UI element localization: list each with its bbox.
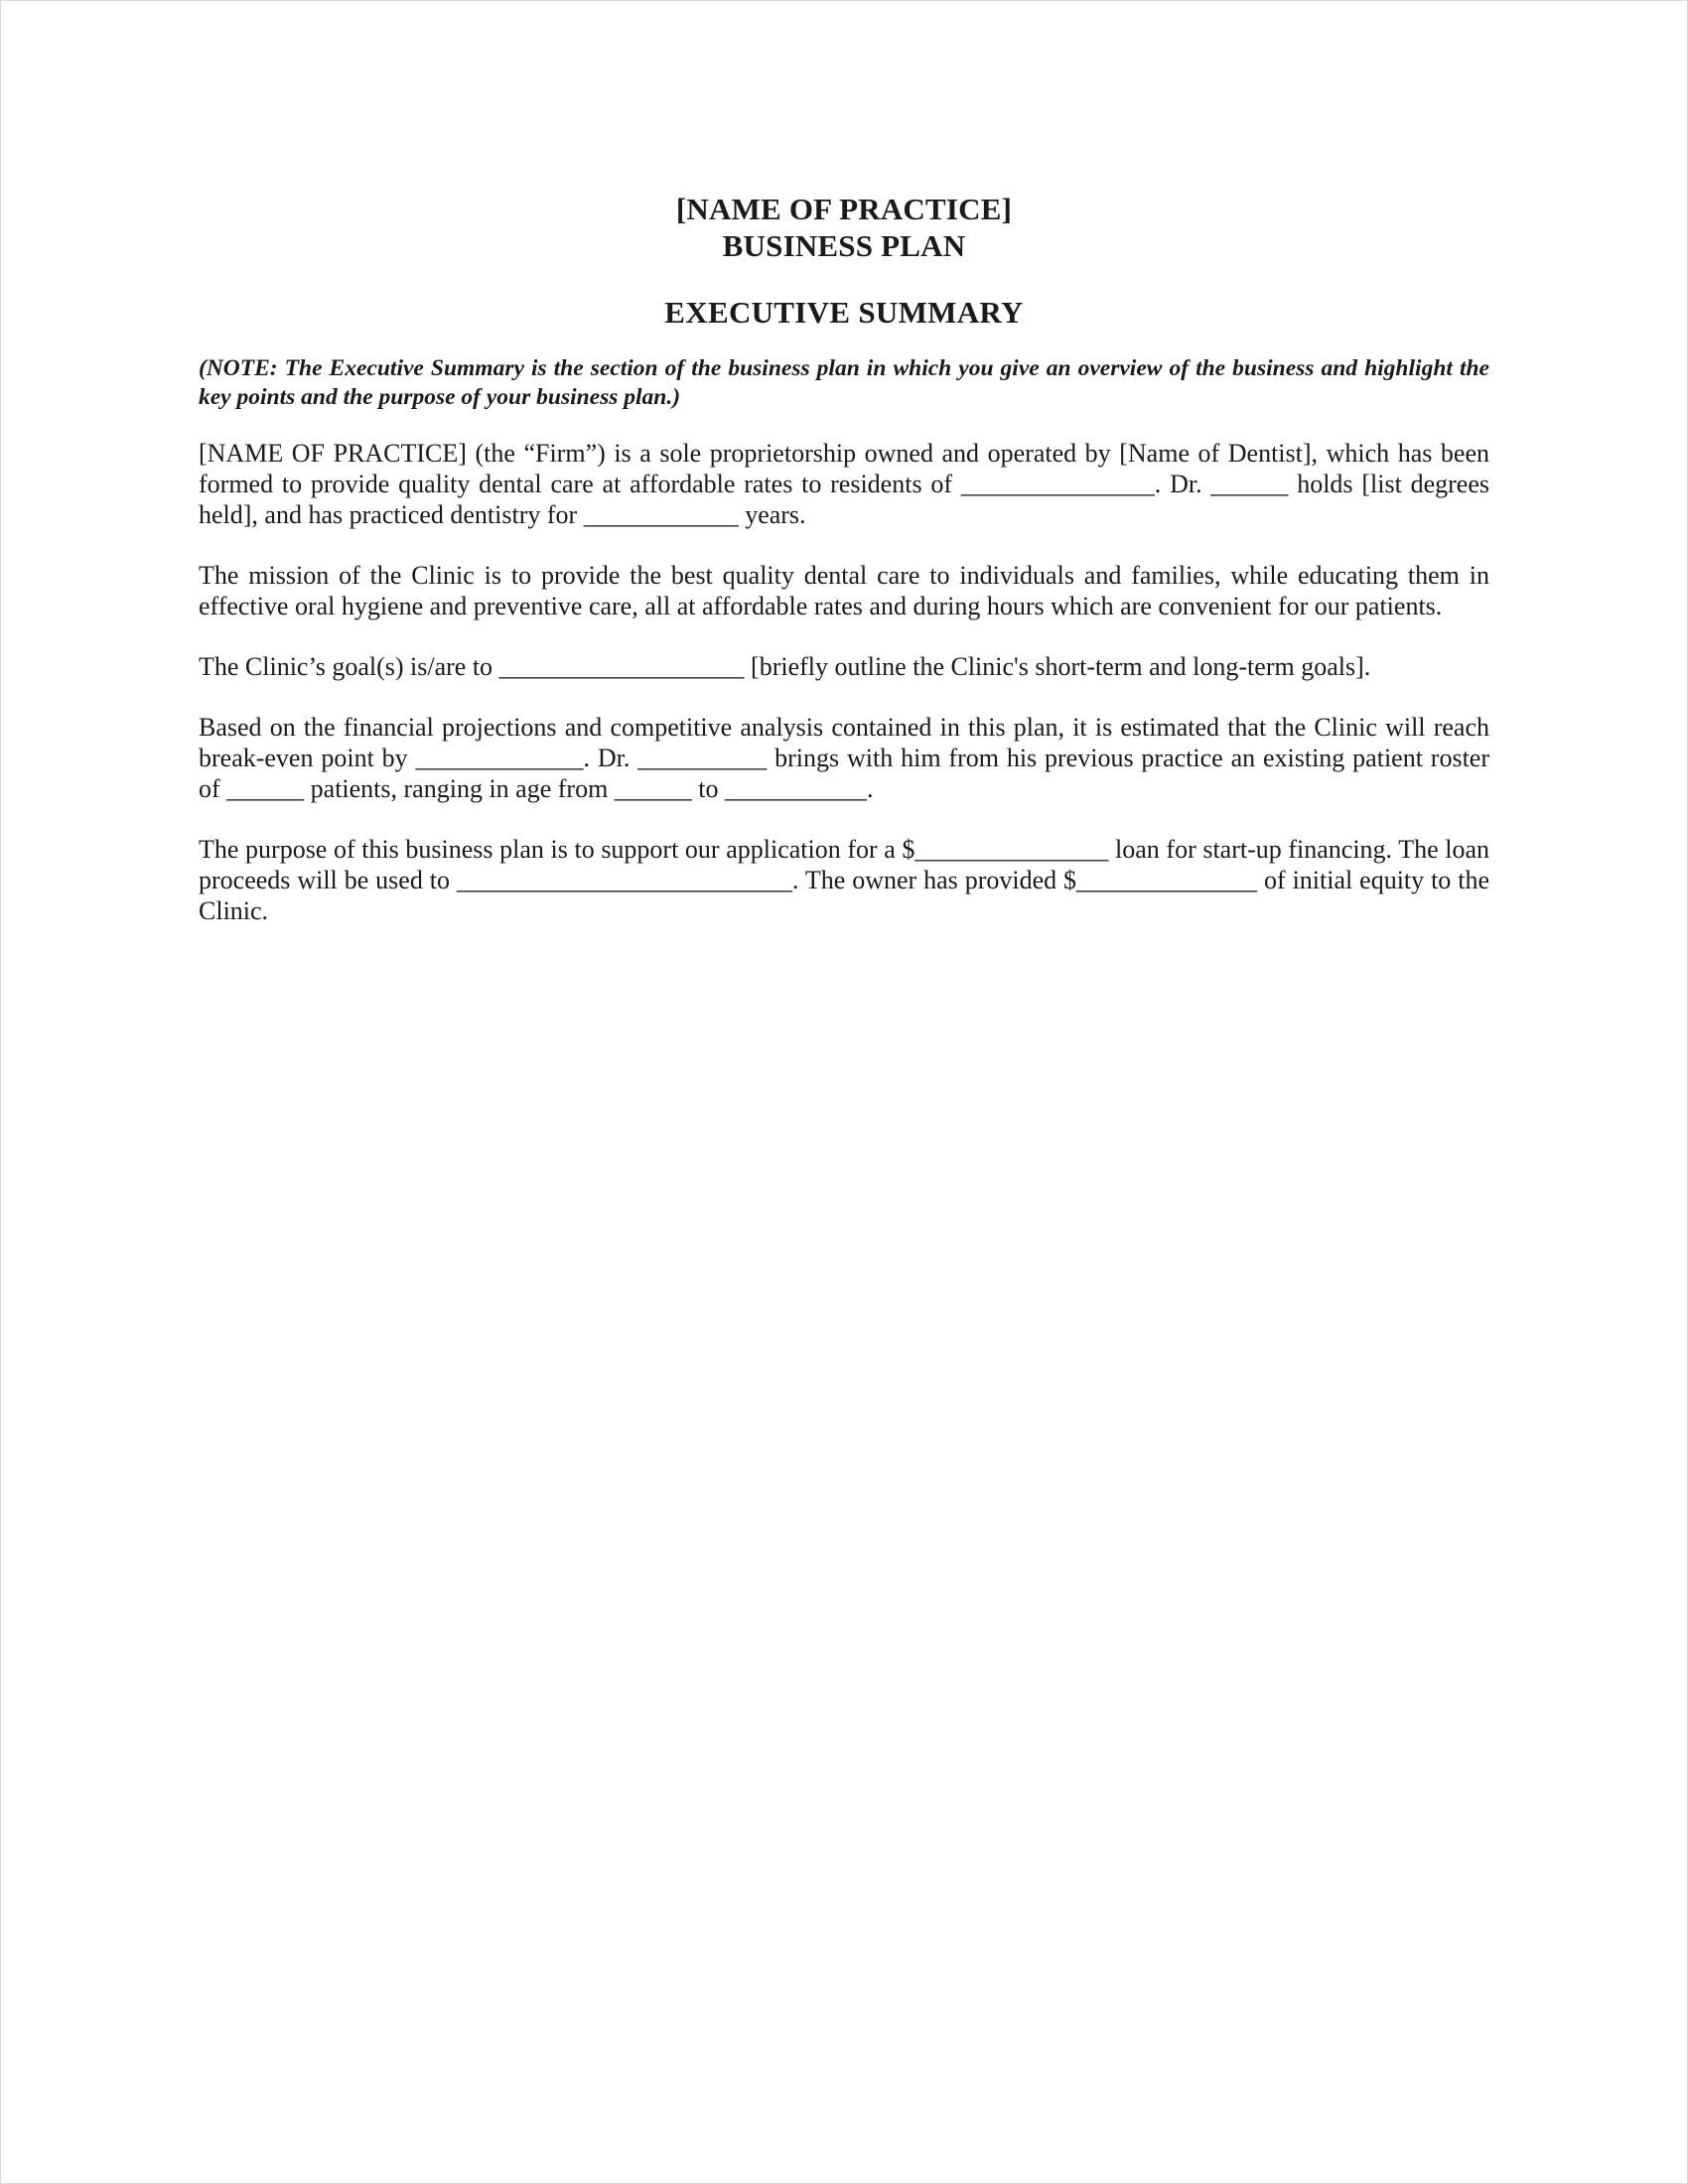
- paragraph-goals: The Clinic’s goal(s) is/are to ___________________ [briefly outline the Clinic's short-term and long-term goals].: [199, 652, 1371, 681]
- paragraph-ownership: [NAME OF PRACTICE] (the “Firm”) is a sole proprietorship owned and operated by [Name of Dentist], which has been formed to provide quality dental care at affordable rates to residents of _______________. Dr. ______ holds [list degrees held], and has practiced dentistry for ____________ years.: [199, 439, 1489, 529]
- instruction-note: (NOTE: The Executive Summary is the section of the business plan in which you give an overview of the business and highlight the key points and the purpose of your business plan.): [199, 355, 1489, 410]
- business-plan-title: BUSINESS PLAN: [722, 228, 966, 263]
- paragraph-projections: Based on the financial projections and competitive analysis contained in this plan, it is estimated that the Clinic will reach break-even point by _____________. Dr. __________ brings with him from his previous practice an existing patient roster of ______ patients, ranging in age from ______ to ___________.: [199, 713, 1489, 803]
- practice-name-title: [NAME OF PRACTICE]: [675, 192, 1013, 226]
- document-body: [199, 191, 1489, 956]
- paragraph-purpose: The purpose of this business plan is to support our application for a $_______________ loan for start-up financing. The loan proceeds will be used to __________________________. The owner has provided $______________ of initial equity to the Clinic.: [199, 835, 1489, 925]
- executive-summary-heading: EXECUTIVE SUMMARY: [664, 295, 1024, 330]
- paragraph-mission: The mission of the Clinic is to provide the best quality dental care to individuals and families, while educating them in effective oral hygiene and preventive care, all at affordable rates and during hours which are convenient for our patients.: [199, 561, 1489, 620]
